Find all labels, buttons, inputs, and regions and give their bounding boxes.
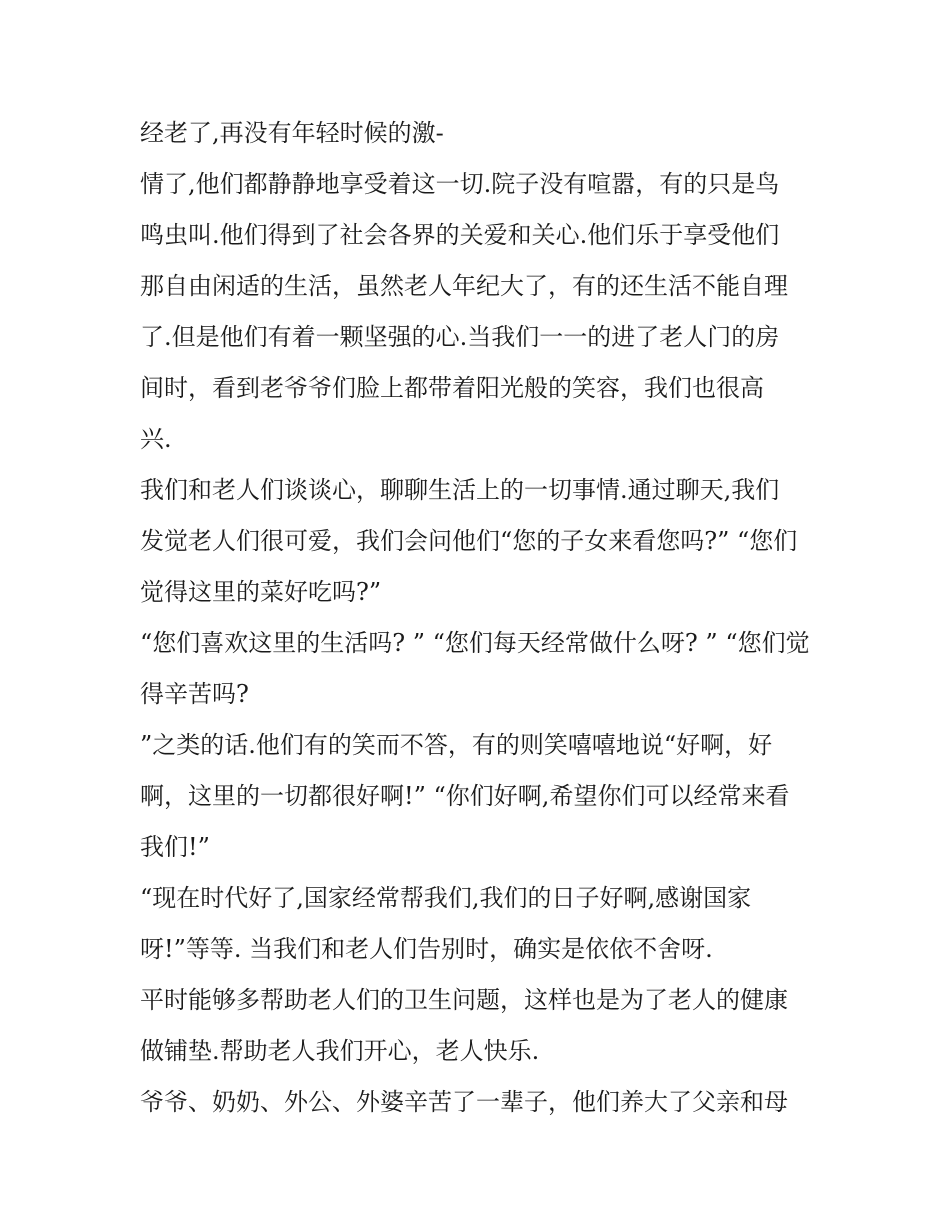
text-line: 啊，这里的一切都很好啊!” “你们好啊,希望你们可以经常来看 <box>140 782 790 810</box>
text-line: 了.但是他们有着一颗坚强的心.当我们一一的进了老人门的房 <box>140 323 780 351</box>
text-line: 做铺垫.帮助老人我们开心，老人快乐. <box>140 1037 540 1065</box>
text-line: 情了,他们都静静地享受着这一切.院子没有喧嚣，有的只是鸟 <box>140 170 780 198</box>
text-line: 经老了,再没有年轻时候的激- <box>140 119 444 147</box>
text-line: ”之类的话.他们有的笑而不答，有的则笑嘻嘻地说“好啊，好 <box>140 731 773 759</box>
text-line: 发觉老人们很可爱，我们会问他们“您的子女来看您吗?” “您们 <box>140 527 798 555</box>
text-line: 鸣虫叫.他们得到了社会各界的关爱和关心.他们乐于享受他们 <box>140 221 780 249</box>
text-line: 我们和老人们谈谈心，聊聊生活上的一切事情.通过聊天,我们 <box>140 476 780 504</box>
text-line: 平时能够多帮助老人们的卫生问题，这样也是为了老人的健康 <box>140 986 788 1014</box>
text-line: 那自由闲适的生活，虽然老人年纪大了，有的还生活不能自理 <box>140 272 788 300</box>
text-line: “现在时代好了,国家经常帮我们,我们的日子好啊,感谢国家 <box>140 884 752 912</box>
text-line: “您们喜欢这里的生活吗? ” “您们每天经常做什么呀? ” “您们觉 <box>140 629 810 657</box>
text-line: 觉得这里的菜好吃吗?” <box>140 578 382 606</box>
text-line: 呀!”等等. 当我们和老人们告别时，确实是依依不舍呀. <box>140 935 713 963</box>
text-line: 间时，看到老爷爷们脸上都带着阳光般的笑容，我们也很高 <box>140 374 764 402</box>
text-line: 爷爷、奶奶、外公、外婆辛苦了一辈子，他们养大了父亲和母 <box>140 1088 788 1116</box>
text-line: 得辛苦吗? <box>140 680 249 708</box>
text-line: 兴. <box>140 425 172 453</box>
text-line: 我们!” <box>140 833 210 861</box>
body-text <box>140 108 840 1128</box>
